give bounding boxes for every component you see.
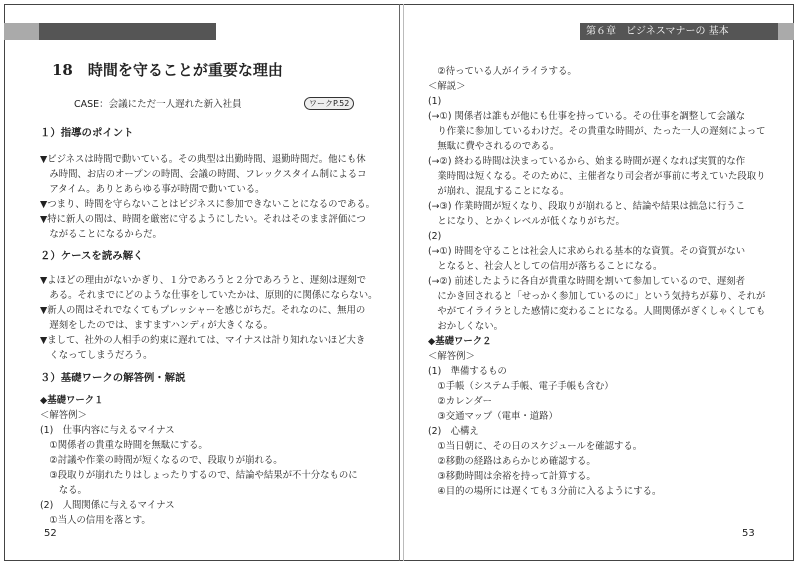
chapter-header: 第６章 ビジネスマナーの 基本 xyxy=(580,23,778,40)
section-heading-2: ２）ケースを読み解く xyxy=(40,250,144,262)
text-line: (→③) 作業時間が短くなり、段取りが崩れると、結論や結果は拙急に行うこ xyxy=(428,201,746,212)
text-line: ①関係者の貴重な時間を無駄にする。 xyxy=(40,440,208,451)
page-title: 18 時間を守ることが重要な理由 xyxy=(52,61,283,79)
text-line: 無駄に費やされるのである。 xyxy=(428,141,560,152)
work-heading-2: ◆基礎ワーク２ xyxy=(428,336,492,347)
answer-label: ＜解答例＞ xyxy=(40,410,87,421)
page-number-left: 52 xyxy=(44,528,57,539)
text-line: となると、社会人としての信用が落ちることになる。 xyxy=(428,261,663,272)
text-line: (2) 人間関係に与えるマイナス xyxy=(40,500,175,511)
text-line: ②討議や作業の時間が短くなるので、段取りが崩れる。 xyxy=(40,455,283,466)
text-line: ▼まして、社外の人相手の約束に遅れては、マイナスは計り知れないほど大き xyxy=(40,335,366,346)
work-heading-1: ◆基礎ワーク１ xyxy=(40,395,104,406)
text-line: にかき回されると「せっかく参加しているのに」という気持ちが募り、それが xyxy=(428,291,766,302)
text-line: ある。それまでにどのような仕事をしていたかは、原則的に関係にならない。 xyxy=(40,290,378,301)
text-line: ①当日朝に、その日のスケジュールを確認する。 xyxy=(428,441,643,452)
text-line: やがてイライラとした感情に変わることになる。人間関係がぎくしゃくしても xyxy=(428,306,766,317)
text-line: なる。 xyxy=(40,485,87,496)
text-line: (→①) 関係者は誰もが他にも仕事を持っている。その仕事を調整して会議な xyxy=(428,111,746,122)
text-line: (→①) 時間を守ることは社会人に求められる基本的な資質。その資質がない xyxy=(428,246,746,257)
text-line: 業時間は短くなる。そのために、主催者なり司会者が事前に考えていた段取り xyxy=(428,171,766,182)
text-line: ①手帳（システム手帳、電子手帳も含む） xyxy=(428,381,614,392)
text-line: とになり、とかくレベルが低くなりがちだ。 xyxy=(428,216,625,227)
section-heading-1: １）指導のポイント xyxy=(40,127,134,139)
page-number-right: 53 xyxy=(742,528,755,539)
gutter-line xyxy=(399,4,400,561)
text-line: 遅刻をしたのでは、ますますハンディが大きくなる。 xyxy=(40,320,273,331)
text-line: ＜解説＞ xyxy=(428,81,466,92)
text-line: ②カレンダー xyxy=(428,396,493,407)
text-line: (2) 心構え xyxy=(428,426,479,437)
text-line: ▼新人の間はそれでなくてもプレッシャーを感じがちだ。それなのに、無用の xyxy=(40,305,366,316)
text-line: くなってしまうだろう。 xyxy=(40,350,153,361)
answer-label: ＜解答例＞ xyxy=(428,351,475,362)
text-line: (→②) 終わる時間は決まっているから、始まる時間が遅くなれば実質的な作 xyxy=(428,156,746,167)
left-header-bar-accent xyxy=(4,23,39,40)
text-line: ▼特に新人の間は、時間を厳密に守るようにしたい。それはそのまま評価につ xyxy=(40,214,366,225)
text-line: が崩れ、混乱することになる。 xyxy=(428,186,570,197)
section-heading-3: ３）基礎ワークの解答例・解説 xyxy=(40,372,186,384)
text-line: ①当人の信用を落とす。 xyxy=(40,515,151,526)
text-line: (1) 仕事内容に与えるマイナス xyxy=(40,425,175,436)
text-line: (→②) 前述したように各自が貴重な時間を割いて参加しているので、遅刻者 xyxy=(428,276,745,287)
text-line: ③段取りが崩れたりはしょったりするので、結論や結果が不十分なものに xyxy=(40,470,358,481)
gutter-line-inner xyxy=(403,4,404,561)
right-header-bar-accent xyxy=(778,23,794,40)
text-line: ③移動時間は余裕を持って計算する。 xyxy=(428,471,596,482)
text-line: ②待っている人がイライラする。 xyxy=(428,66,577,77)
text-line: おかしくない。 xyxy=(428,321,504,332)
text-line: アタイム。ありとあらゆる事が時間で動いている。 xyxy=(40,184,265,195)
text-line: ▼つまり、時間を守らないことはビジネスに参加できないことになるのである。 xyxy=(40,199,376,210)
text-line: り作業に参加しているわけだ。その貴重な時間が、たった一人の遅刻によって xyxy=(428,126,766,137)
text-line: (2) xyxy=(428,231,442,242)
text-line: ながることになるからだ。 xyxy=(40,229,162,240)
text-line: (1) xyxy=(428,96,442,107)
case-title: CASE：会議にただ一人遅れた新入社員 xyxy=(74,99,242,110)
text-line: ④目的の場所には遅くても３分前に入るようにする。 xyxy=(428,486,662,497)
text-line: み時間、お店のオープンの時間、会議の時間、フレックスタイム制によるコ xyxy=(40,169,367,180)
text-line: ②移動の経路はあらかじめ確認する。 xyxy=(428,456,596,467)
workbook-tag: ワークP.52 xyxy=(304,97,354,110)
text-line: ▼ビジネスは時間で動いている。その典型は出勤時間、退勤時間だ。他にも休 xyxy=(40,154,366,165)
text-line: (1) 準備するもの xyxy=(428,366,507,377)
text-line: ③交通マップ（電車・道路） xyxy=(428,411,558,422)
text-line: ▼よほどの理由がないかぎり、１分であろうと２分であろうと、遅刻は遅刻で xyxy=(40,275,366,286)
